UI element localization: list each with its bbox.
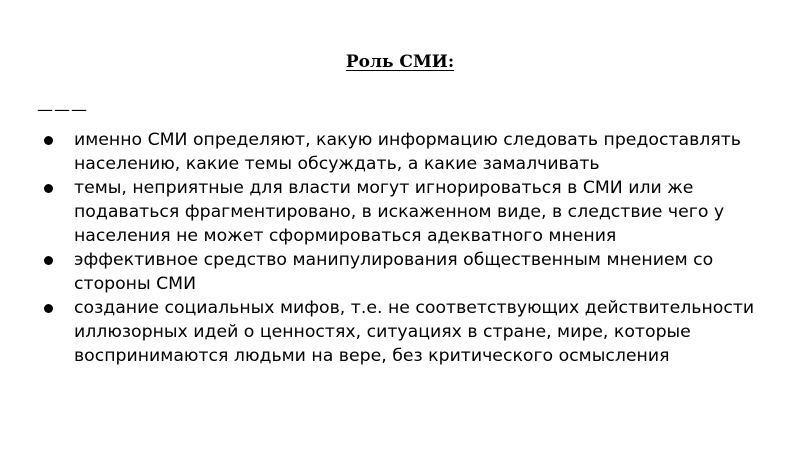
bullet-list <box>44 128 764 368</box>
divider-dashes: ——— <box>37 100 88 119</box>
bullet-text: эффективное средство манипулирования общественным мнением со стороны СМИ <box>74 250 714 294</box>
slide-title: Роль СМИ: <box>345 52 455 72</box>
bullet-icon <box>44 304 53 313</box>
bullet-icon <box>44 256 53 265</box>
list-item <box>44 176 764 248</box>
bullet-icon <box>44 184 53 193</box>
list-item <box>44 128 764 176</box>
bullet-text: именно СМИ определяют, какую информацию следовать предоставлять населению, какие темы обсуждать, а какие замалчивать <box>74 130 741 174</box>
bullet-icon <box>44 136 53 145</box>
list-item <box>44 248 764 296</box>
bullet-text: создание социальных мифов, т.е. не соответствующих действительности иллюзорных идей о ценностях, ситуациях в стране, мире, которые воспринимаются людьми на вере, без критического осмысления <box>74 298 755 366</box>
list-item <box>44 296 764 368</box>
bullet-text: темы, неприятные для власти могут игнорироваться в СМИ или же подаваться фрагментировано, в искаженном виде, в следствие чего у населения не может сформироваться адекватного мнения <box>74 178 725 246</box>
